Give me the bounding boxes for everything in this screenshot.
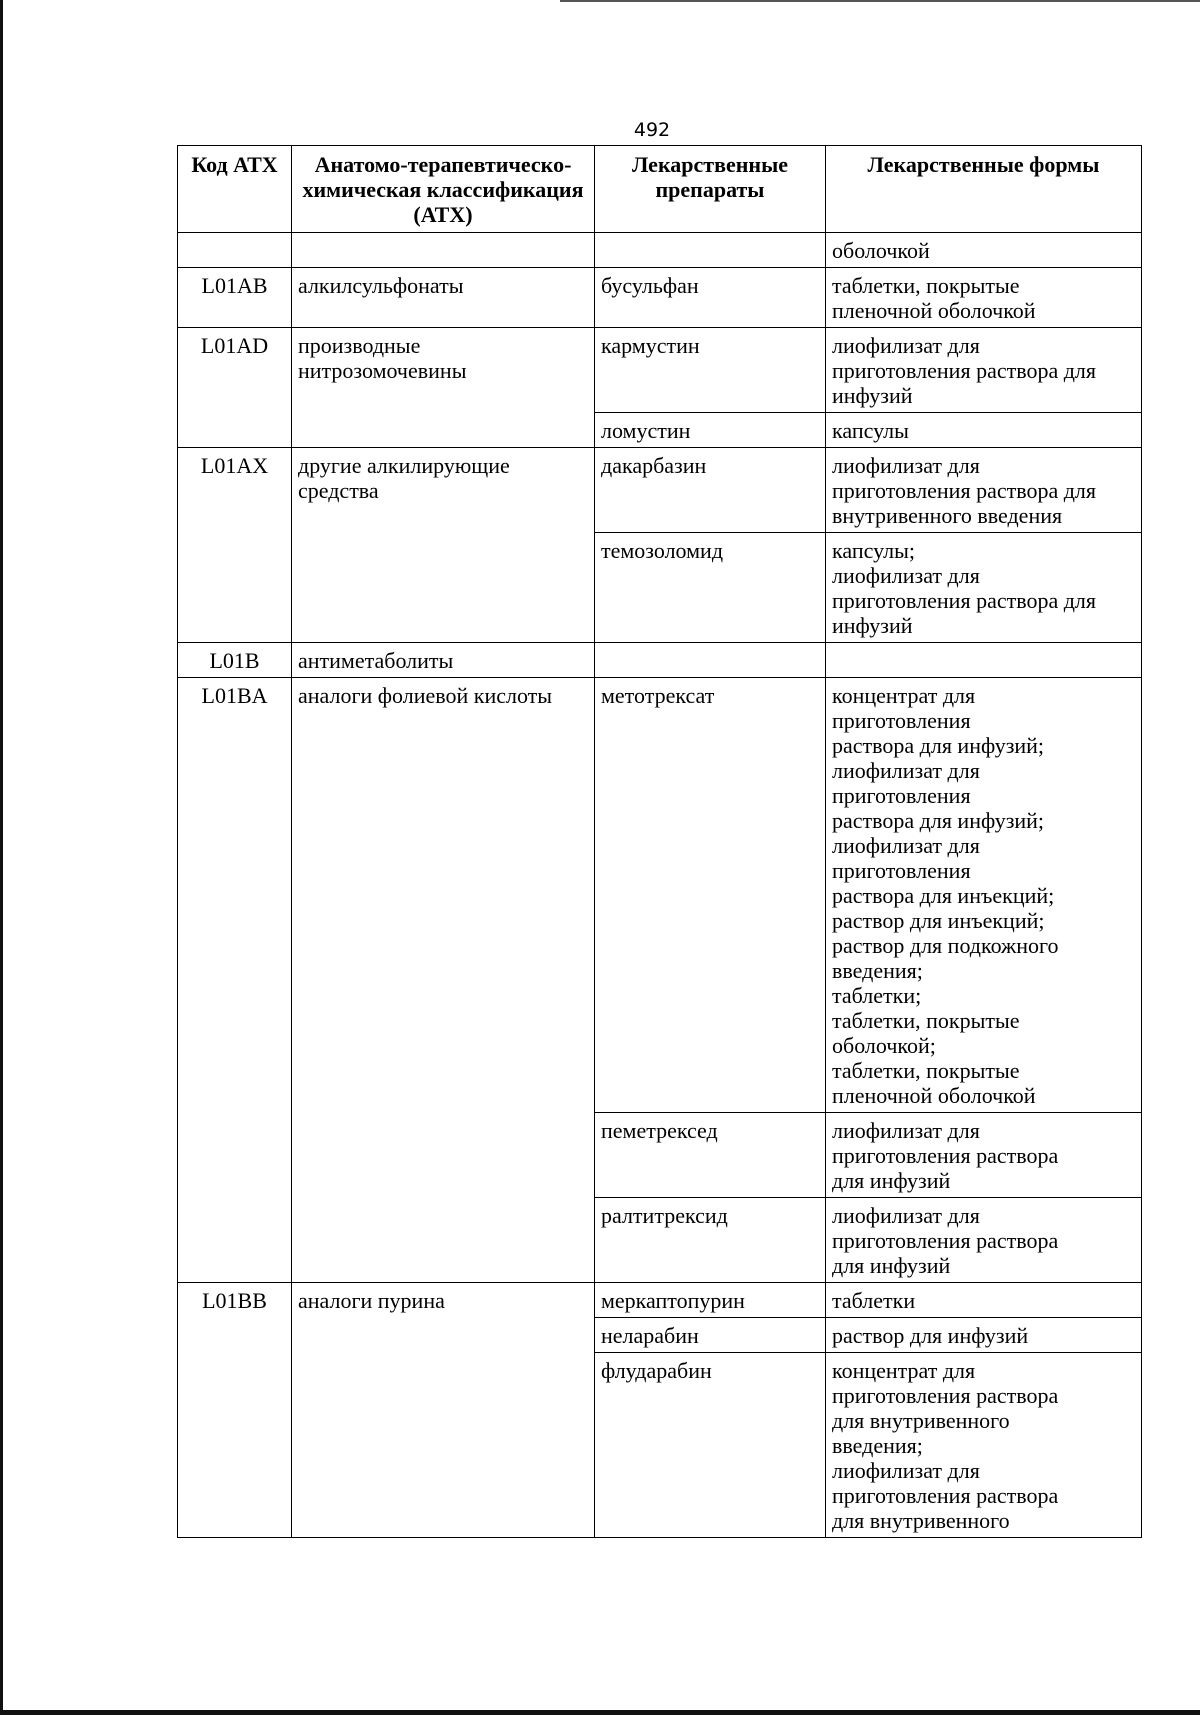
cell-atc-classification: другие алкилирующие средства: [292, 448, 595, 643]
table-row: [178, 678, 1142, 1113]
scan-edge-left: [0, 0, 3, 1715]
cell-atc-code: L01AX: [178, 448, 292, 643]
cell-code: [178, 233, 292, 268]
cell-atc-code: L01BA: [178, 678, 292, 1283]
cell-atc-classification: аналоги фолиевой кислоты: [292, 678, 595, 1283]
page-number: 492: [633, 119, 671, 141]
cell-drug-name: дакарбазин: [595, 448, 826, 533]
cell-dosage-forms: концентрат для приготовления раствора для внутривенного введения; лиофилизат для приготовления раствора для внутривенного: [826, 1353, 1142, 1538]
cell-dosage-forms: лиофилизат для приготовления раствора для инфузий: [826, 1113, 1142, 1198]
table-row: [178, 1283, 1142, 1318]
cell-atc-classification: производные нитрозомочевины: [292, 328, 595, 448]
header-dosage-forms: Лекарственные формы: [826, 146, 1142, 233]
cell-atc-code: L01BB: [178, 1283, 292, 1538]
cell-dosage-forms: [826, 643, 1142, 678]
table-row: [178, 448, 1142, 533]
cell-dosage-forms: таблетки: [826, 1283, 1142, 1318]
cell-atc-classification: алкилсульфонаты: [292, 268, 595, 328]
cell-atc-classification: аналоги пурина: [292, 1283, 595, 1538]
cell-atc-classification: антиметаболиты: [292, 643, 595, 678]
cell-dosage-forms: раствор для инфузий: [826, 1318, 1142, 1353]
cell-dosage-forms: таблетки, покрытые пленочной оболочкой: [826, 268, 1142, 328]
header-drug-names: Лекарственные препараты: [595, 146, 826, 233]
cell-dosage-forms: лиофилизат для приготовления раствора для инфузий: [826, 328, 1142, 413]
cell-drug-name: флударабин: [595, 1353, 826, 1538]
cell-drug-name: метотрексат: [595, 678, 826, 1113]
cell-atc-code: L01AB: [178, 268, 292, 328]
table-row: [178, 328, 1142, 413]
atc-drug-table: [177, 145, 1142, 1538]
cell-drug-name: неларабин: [595, 1318, 826, 1353]
cell-atc-code: L01AD: [178, 328, 292, 448]
cell-dosage-forms: капсулы; лиофилизат для приготовления раствора для инфузий: [826, 533, 1142, 643]
header-atc-classification: Анатомо-терапевтическо-химическая классификация (АТХ): [292, 146, 595, 233]
cell-dosage-forms: концентрат для приготовления раствора для инфузий; лиофилизат для приготовления раствора для инфузий; лиофилизат для приготовления раствора для инъекций; раствор для инъекций; раствор для подкожного введения; таблетки; таблетки, покрытые оболочкой; таблетки, покрытые пленочной оболочкой: [826, 678, 1142, 1113]
cell-dosage-forms: лиофилизат для приготовления раствора для внутривенного введения: [826, 448, 1142, 533]
scan-edge-bottom: [0, 1710, 1200, 1715]
scan-edge-top: [560, 0, 1200, 2]
cell-drug-name: [595, 643, 826, 678]
table-body: [178, 233, 1142, 1538]
cell-drug-name: ралтитрексид: [595, 1198, 826, 1283]
table-row: [178, 643, 1142, 678]
cell-drug: [595, 233, 826, 268]
cell-drug-name: бусульфан: [595, 268, 826, 328]
table-row: [178, 268, 1142, 328]
table-header-row: [178, 146, 1142, 233]
cell-drug-name: меркаптопурин: [595, 1283, 826, 1318]
cell-drug-name: пеметрексед: [595, 1113, 826, 1198]
cell-drug-name: кармустин: [595, 328, 826, 413]
cell-dosage-forms: лиофилизат для приготовления раствора для инфузий: [826, 1198, 1142, 1283]
cell-atc-code: L01B: [178, 643, 292, 678]
table-row-continuation: [178, 233, 1142, 268]
cell-dosage-forms: капсулы: [826, 413, 1142, 448]
cell-drug-name: темозоломид: [595, 533, 826, 643]
cell-classification: [292, 233, 595, 268]
header-atc-code: Код АТХ: [178, 146, 292, 233]
cell-drug-name: ломустин: [595, 413, 826, 448]
cell-forms: оболочкой: [826, 233, 1142, 268]
